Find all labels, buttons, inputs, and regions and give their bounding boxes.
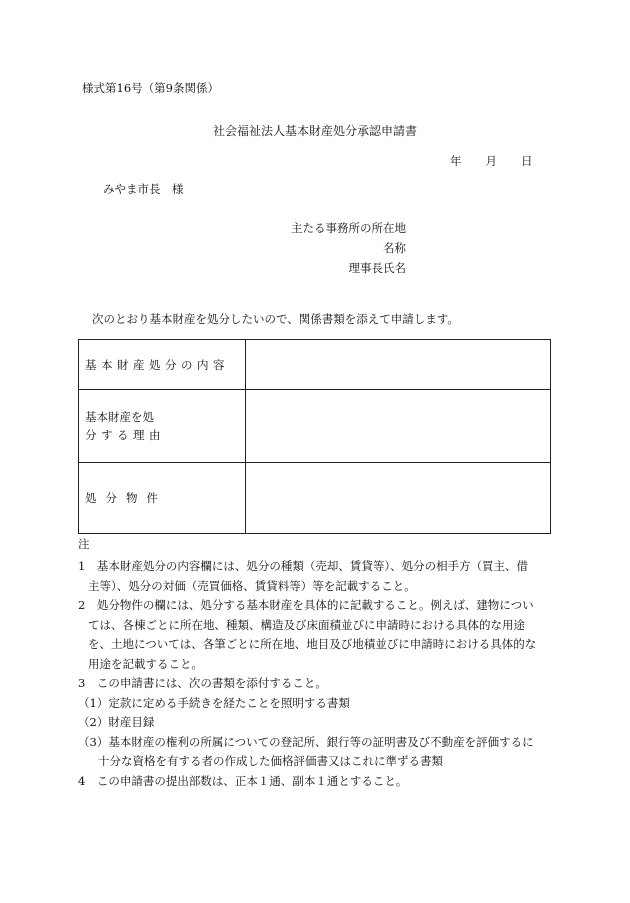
note-line: 4 この申請書の提出部数は、正本１通、副本１通とすること。 xyxy=(78,773,408,788)
disposal-property-field[interactable] xyxy=(246,463,551,534)
disposal-reason-label-line2: 分する理由 xyxy=(85,428,165,442)
office-address-label: 主たる事務所の所在地 xyxy=(291,221,406,235)
chairman-label: 理事長氏名 xyxy=(348,261,406,275)
disposal-property-label: 処分物件 xyxy=(79,463,246,534)
table-row xyxy=(79,340,551,390)
note-line: （1）定款に定める手続きを経たことを照明する書類 xyxy=(78,695,350,710)
disposal-content-label: 基本財産処分の内容 xyxy=(79,340,246,390)
note-line: 2 処分物件の欄には、処分する基本財産を具体的に記載すること。例えば、建物につい xyxy=(78,598,534,612)
table-row xyxy=(79,390,551,463)
date-line xyxy=(450,153,533,169)
intro-text: 次のとおり基本財産を処分したいので、関係書類を添えて申請します。 xyxy=(92,312,459,326)
disposal-reason-field[interactable] xyxy=(246,390,551,463)
form-number: 様式第16号（第9条関係） xyxy=(82,81,219,95)
date-month: 月 xyxy=(485,154,497,168)
note-line: ては、各棟ごとに所在地、種類、構造及び床面積並びに申請時における具体的な用途 xyxy=(88,617,525,632)
application-table xyxy=(78,339,551,534)
note-line: を、土地については、各筆ごとに所在地、地目及び地積並びに申請時における具体的な xyxy=(88,637,537,651)
date-day: 日 xyxy=(521,154,533,168)
name-label: 名称 xyxy=(383,241,406,255)
note-line: （2）財産目録 xyxy=(78,715,155,729)
applicant-block xyxy=(291,218,406,278)
note-line: 主等）、処分の対価（売買価格、賃貸料等）等を記載すること。 xyxy=(88,578,416,593)
addressee: みやま市長 様 xyxy=(103,182,184,196)
notes-section xyxy=(78,536,558,791)
note-line: （3）基本財産の権利の所属についての登記所、銀行等の証明書及び不動産を評価するに xyxy=(78,734,534,749)
note-line: 十分な資格を有する者の作成した価格評価書又はこれに準ずる書類 xyxy=(98,754,443,768)
disposal-reason-label xyxy=(79,390,246,463)
note-line: 1 基本財産処分の内容欄には、処分の種類（売却、賃貸等）、処分の相手方（買主、借 xyxy=(78,559,529,573)
note-line: 3 この申請書には、次の書類を添付すること。 xyxy=(78,676,327,690)
table-row xyxy=(79,463,551,534)
document-title: 社会福祉法人基本財産処分承認申請書 xyxy=(212,124,417,138)
disposal-content-field[interactable] xyxy=(246,340,551,390)
disposal-reason-label-line1: 基本財産を処 xyxy=(85,410,154,424)
date-year: 年 xyxy=(450,154,462,168)
notes-heading: 注 xyxy=(78,537,90,551)
note-line: 用途を記載すること。 xyxy=(88,656,203,671)
